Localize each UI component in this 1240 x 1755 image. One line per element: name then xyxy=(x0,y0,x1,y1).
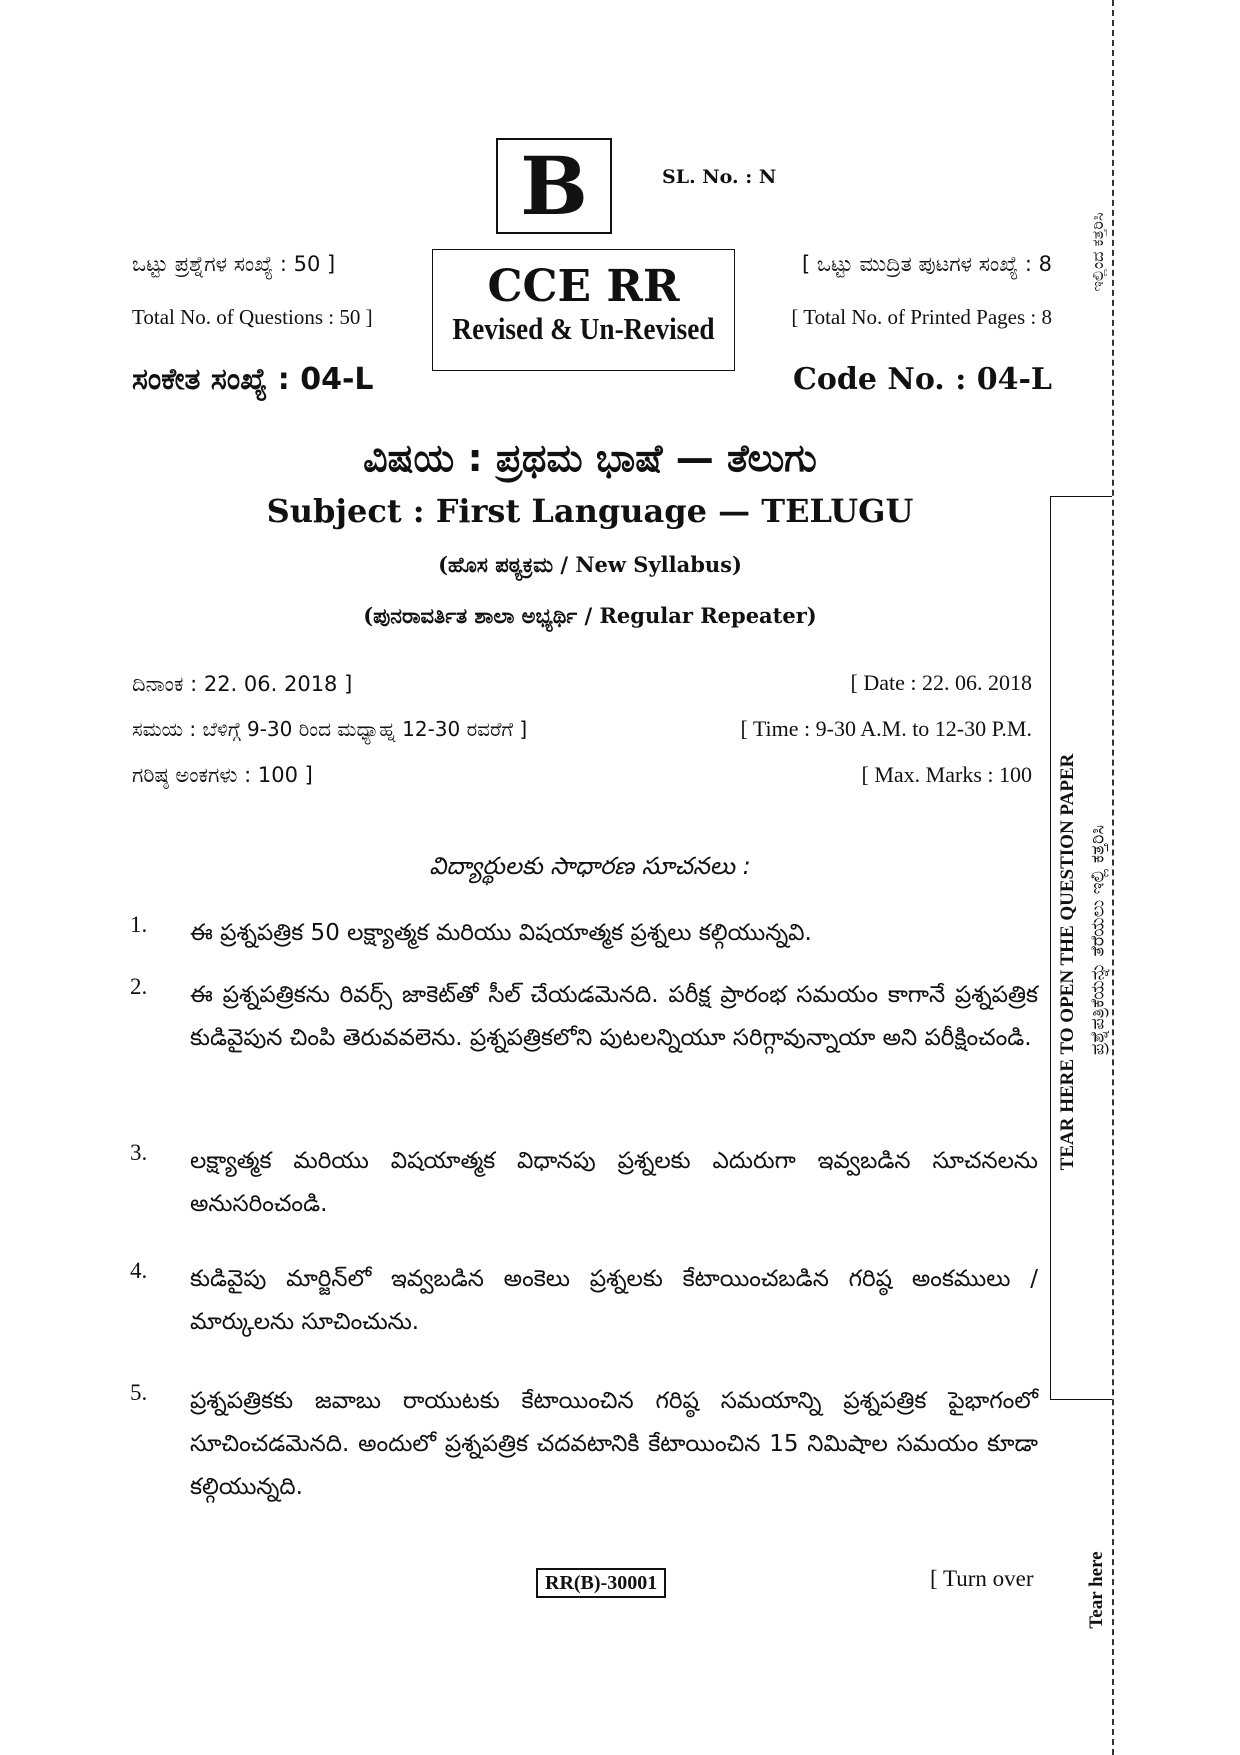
instruction-text: ప్రశ్నపత్రికకు జవాబు రాయుటకు కేటాయించిన గరిష్ఠ సమయాన్ని ప్రశ్నపత్రిక పైభాగంలో సూచించడమెనది. అందులో ప్రశ్నపత్రిక చదవటానికి కేటాయించిన 15 నిమిషాల సమయం కూడా కల్గియున్నది. xyxy=(190,1388,1038,1500)
total-pages-en: [ Total No. of Printed Pages : 8 xyxy=(791,305,1052,329)
exam-box xyxy=(432,249,735,371)
instruction-number: 2. xyxy=(130,974,148,999)
total-questions-kn: ಒಟ್ಟು ಪ್ರಶ್ನೆಗಳ ಸಂಖ್ಯೆ : 50 ] xyxy=(132,252,336,276)
max-marks-en: [ Max. Marks : 100 xyxy=(861,762,1032,787)
instruction-text: లక్ష్యాత్మక మరియు విషయాత్మక విధానపు ప్రశ్నలకు ఎదురుగా ఇవ్వబడిన సూచనలను అనుసరించండి. xyxy=(190,1148,1038,1217)
instruction-item xyxy=(130,1258,1038,1344)
code-number-kn: ಸಂಕೇತ ಸಂಖ್ಯೆ : 04-L xyxy=(132,362,374,397)
instruction-item xyxy=(130,974,1038,1060)
subject-title-en: Subject : First Language — TELUGU xyxy=(266,492,914,530)
instruction-number: 3. xyxy=(130,1140,148,1165)
cut-here-kn: ಇಲ್ಲಿಂದ ಕತ್ತರಿಸಿ xyxy=(1088,212,1107,292)
time-kn: ಸಮಯ : ಬೆಳಿಗ್ಗೆ 9-30 ರಿಂದ ಮಧ್ಯಾಹ್ನ 12-30 ರವರೆಗೆ ] xyxy=(132,717,528,741)
total-pages-kn: [ ಒಟ್ಟು ಮುದ್ರಿತ ಪುಟಗಳ ಸಂಖ್ಯೆ : 8 xyxy=(801,252,1052,276)
subject-title-kn: ವಿಷಯ : ಪ್ರಥಮ ಭಾಷೆ — ತೆಲುಗು xyxy=(363,436,817,480)
syllabus-note: (ಹೊಸ ಪಠ್ಯಕ್ರಮ / New Syllabus) xyxy=(438,552,742,577)
instructions-title: విద్యార్థులకు సాధారణ సూచనలు : xyxy=(429,852,751,880)
instruction-number: 1. xyxy=(130,912,148,937)
time-en: [ Time : 9-30 A.M. to 12-30 P.M. xyxy=(740,716,1032,741)
instruction-item xyxy=(130,1140,1038,1226)
candidate-category: (ಪುನರಾವರ್ತಿತ ಶಾಲಾ ಅಭ್ಯರ್ಥಿ / Regular Repeater) xyxy=(363,603,817,628)
instruction-text: ఈ ప్రశ్నపత్రికను రివర్స్ జాకెట్‌తో సీల్ చేయడమెనది. పరీక్ష ప్రారంభ సమయం కాగానే ప్రశ్నపత్రిక కుడివైపున చింపి తెరువవలెను. ప్రశ్నపత్రికలోని పుటలన్నియూ సరిగ్గావున్నాయా అని పరీక్షించండి. xyxy=(190,982,1038,1051)
paper-code: RR(B)-30001 xyxy=(536,1568,666,1598)
date-en: [ Date : 22. 06. 2018 xyxy=(850,670,1032,695)
tear-instruction-en: TEAR HERE TO OPEN THE QUESTION PAPER xyxy=(1057,753,1078,1171)
tear-instruction-kn: ಪ್ರಶ್ನೆಪತ್ರಿಕೆಯನ್ನು ತೆರೆಯಲು ಇಲ್ಲಿ ಕತ್ತರಿಸಿ xyxy=(1087,824,1109,1056)
tear-here-label: Tear here xyxy=(1086,1551,1107,1629)
max-marks-kn: ಗರಿಷ್ಠ ಅಂಕಗಳು : 100 ] xyxy=(132,763,313,787)
instruction-number: 4. xyxy=(130,1258,148,1283)
exam-subtitle: Revised & Un-Revised xyxy=(452,311,715,346)
code-number-en: Code No. : 04-L xyxy=(793,362,1052,397)
tear-dashed-line xyxy=(1112,0,1114,1755)
instruction-number: 5. xyxy=(130,1380,148,1405)
date-kn: ದಿನಾಂಕ : 22. 06. 2018 ] xyxy=(132,672,353,696)
series-letter: B xyxy=(520,139,588,233)
total-questions-en: Total No. of Questions : 50 ] xyxy=(132,305,373,329)
turn-over-note: [ Turn over xyxy=(930,1566,1034,1591)
instruction-item xyxy=(130,912,1038,955)
series-box xyxy=(496,138,612,234)
serial-number: SL. No. : N xyxy=(662,166,777,188)
instruction-text: ఈ ప్రశ్నపత్రిక 50 లక్ష్యాత్మక మరియు విషయాత్మక ప్రశ్నలు కల్గియున్నవి. xyxy=(190,920,812,946)
instruction-item xyxy=(130,1380,1038,1509)
instruction-text: కుడివైపు మార్జిన్‌లో ఇవ్వబడిన అంకెలు ప్రశ్నలకు కేటాయించబడిన గరిష్ఠ అంకములు / మార్కులను సూచించును. xyxy=(190,1266,1038,1335)
exam-title: CCE RR xyxy=(487,261,680,312)
